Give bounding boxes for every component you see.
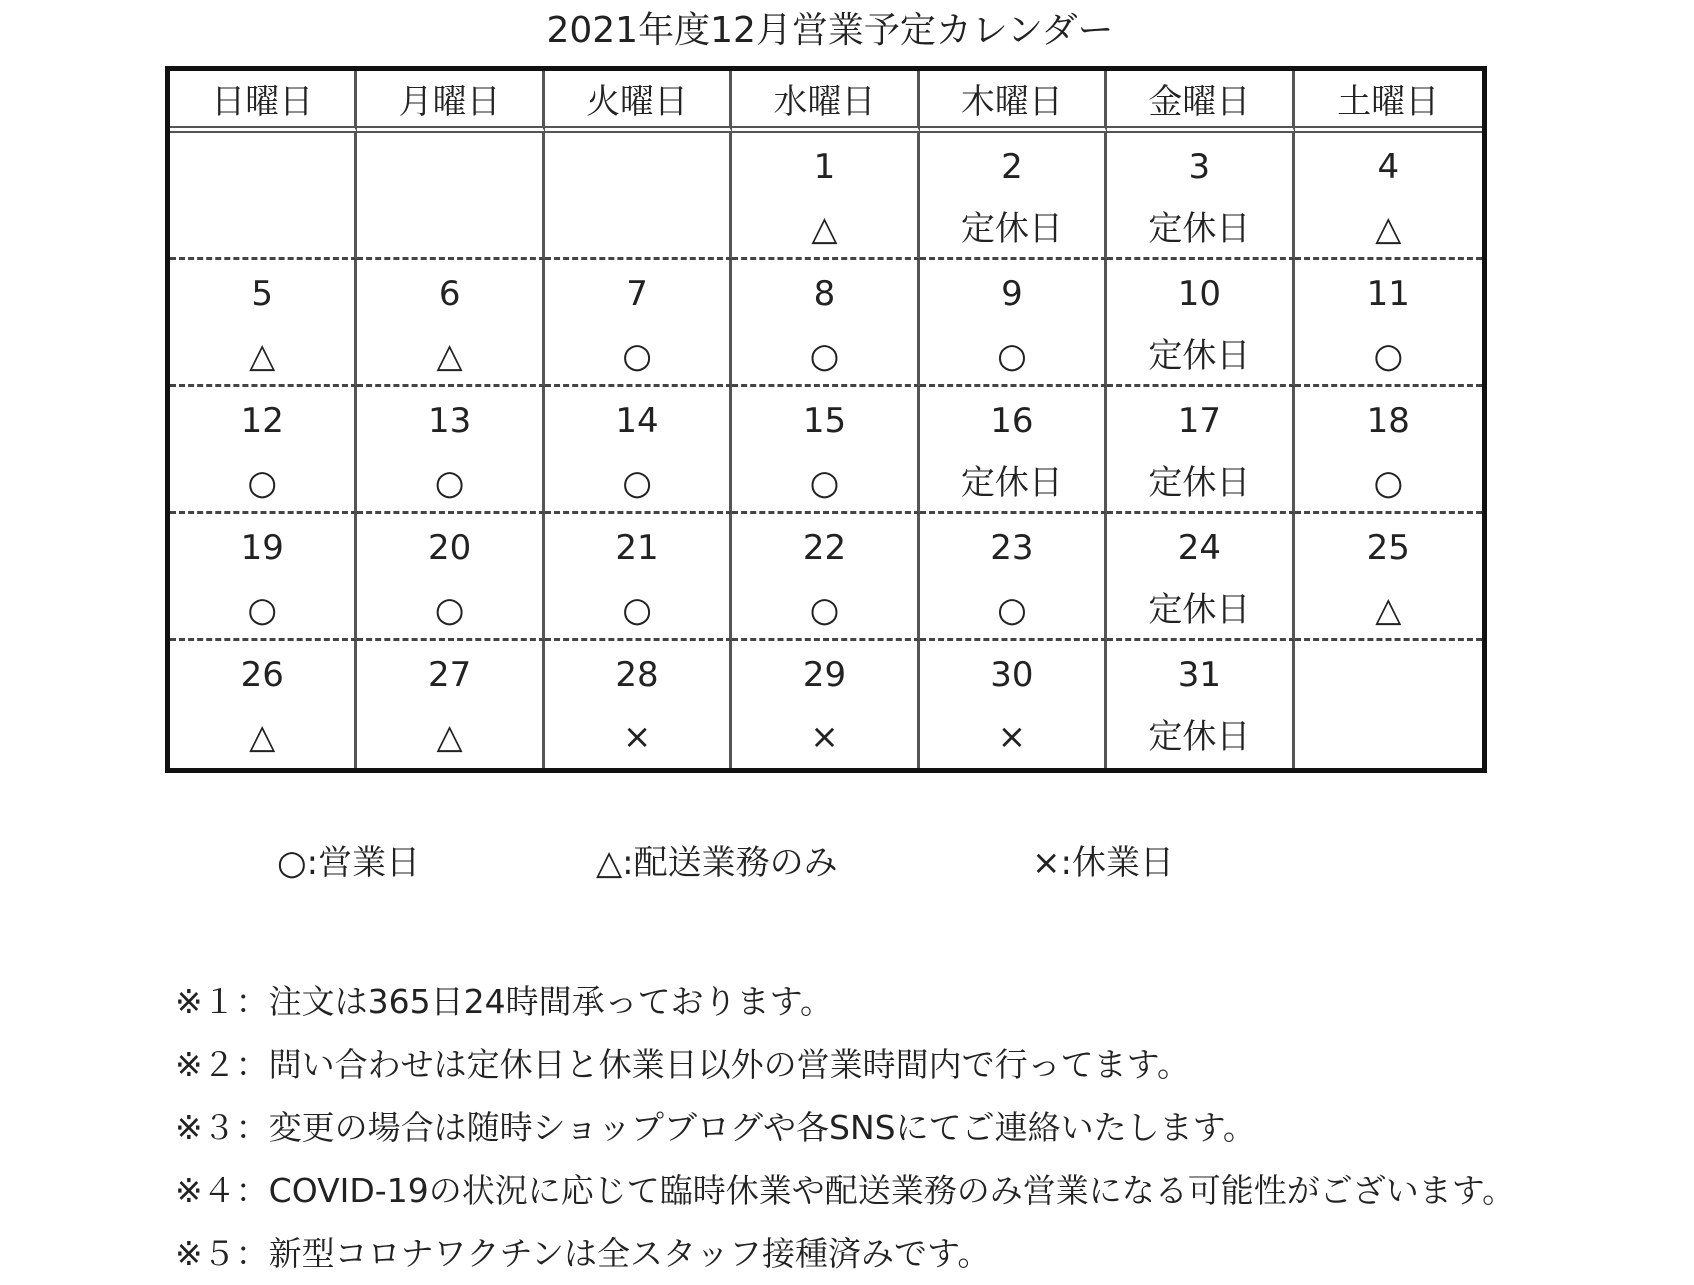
day-status: ○ (997, 590, 1027, 630)
day-status: 定休日 (1148, 717, 1251, 757)
day-status: ○ (997, 336, 1027, 376)
day-number: 26 (240, 655, 284, 695)
calendar-day-cell (1107, 260, 1294, 387)
day-status: △ (1375, 209, 1402, 249)
day-status: × (622, 717, 652, 757)
day-number: 11 (1366, 274, 1410, 314)
calendar-day-cell (357, 133, 544, 260)
weekday-header-monday: 月曜日 (357, 71, 544, 133)
calendar-day-cell (170, 133, 357, 260)
weekday-header-tuesday: 火曜日 (545, 71, 732, 133)
calendar-day-cell (732, 387, 919, 514)
day-status: ○ (622, 336, 652, 376)
day-status: ○ (434, 590, 465, 630)
day-number: 13 (428, 401, 472, 441)
calendar-day-cell (545, 133, 732, 260)
calendar-day-cell (1295, 641, 1482, 768)
calendar-day-cell (357, 514, 544, 641)
day-status: × (997, 717, 1027, 757)
day-number: 22 (802, 528, 847, 568)
day-status: ○ (1373, 463, 1404, 503)
note-4: ※４：COVID-19の状況に応じて臨時休業や配送業務のみ営業になる可能性がございます。 (175, 1171, 1516, 1210)
day-status: 定休日 (1148, 336, 1251, 376)
calendar-day-cell (1295, 514, 1482, 641)
day-number: 7 (626, 274, 648, 314)
calendar-day-cell (545, 260, 732, 387)
weekday-header-saturday: 土曜日 (1295, 71, 1482, 133)
calendar-day-cell (920, 133, 1107, 260)
day-status: × (810, 717, 839, 757)
day-number: 15 (802, 401, 847, 441)
calendar-day-cell (1107, 387, 1294, 514)
calendar-day-cell (1107, 641, 1294, 768)
calendar-day-cell (170, 260, 357, 387)
day-number: 6 (438, 274, 461, 314)
calendar-day-cell (920, 260, 1107, 387)
calendar-day-cell (1295, 133, 1482, 260)
day-status: ○ (622, 463, 652, 503)
calendar-day-cell (732, 514, 919, 641)
calendar-day-cell (1295, 387, 1482, 514)
day-number: 31 (1177, 655, 1221, 695)
day-number: 18 (1366, 401, 1410, 441)
day-number: 10 (1177, 274, 1221, 314)
day-status: ○ (809, 463, 840, 503)
day-status: 定休日 (960, 209, 1063, 249)
calendar-day-cell (357, 387, 544, 514)
day-status: ○ (622, 590, 652, 630)
calendar-day-cell (545, 641, 732, 768)
calendar-day-cell (1295, 260, 1482, 387)
day-status: ○ (434, 463, 465, 503)
legend-closed: ×:休業日 (1032, 843, 1174, 883)
day-status: ○ (1373, 336, 1404, 376)
day-status: ○ (809, 590, 840, 630)
day-status: △ (249, 336, 276, 376)
day-number: 4 (1377, 147, 1400, 187)
day-number: 3 (1188, 147, 1211, 187)
calendar-day-cell (357, 641, 544, 768)
calendar-day-cell (357, 260, 544, 387)
day-status: 定休日 (1148, 590, 1251, 630)
day-number: 8 (813, 274, 836, 314)
day-number: 29 (802, 655, 847, 695)
day-number: 17 (1177, 401, 1221, 441)
day-status: △ (436, 336, 463, 376)
day-status: △ (1375, 590, 1402, 630)
day-status: ○ (247, 463, 278, 503)
note-2: ※２：問い合わせは定休日と休業日以外の営業時間内で行ってます。 (175, 1045, 1191, 1084)
weekday-header-thursday: 木曜日 (920, 71, 1107, 133)
day-number: 20 (428, 528, 472, 568)
day-status: ○ (809, 336, 840, 376)
weekday-header-friday: 金曜日 (1107, 71, 1294, 133)
day-status: 定休日 (1148, 209, 1251, 249)
calendar-day-cell (545, 387, 732, 514)
calendar-day-cell (1107, 133, 1294, 260)
calendar-grid (170, 71, 1482, 768)
day-status: 定休日 (1148, 463, 1251, 503)
day-number: 1 (813, 147, 836, 187)
calendar-day-cell (1107, 514, 1294, 641)
day-status: ○ (247, 590, 278, 630)
day-number: 24 (1177, 528, 1221, 568)
calendar-day-cell (732, 641, 919, 768)
calendar-day-cell (732, 260, 919, 387)
calendar-day-cell (920, 387, 1107, 514)
calendar-day-cell (170, 641, 357, 768)
calendar-day-cell (732, 133, 919, 260)
note-3: ※３：変更の場合は随時ショップブログや各SNSにてご連絡いたします。 (175, 1108, 1256, 1147)
day-number: 12 (240, 401, 284, 441)
day-status: 定休日 (960, 463, 1063, 503)
day-number: 21 (615, 528, 659, 568)
day-number: 16 (990, 401, 1034, 441)
legend-shipping-only: △:配送業務のみ (596, 843, 838, 883)
day-status: △ (436, 717, 463, 757)
day-number: 14 (615, 401, 659, 441)
calendar-day-cell (170, 514, 357, 641)
calendar-day-cell (920, 641, 1107, 768)
calendar-day-cell (545, 514, 732, 641)
notes-list (175, 970, 1690, 1285)
day-number: 25 (1366, 528, 1410, 568)
note-5: ※５：新型コロナワクチンは全スタッフ接種済みです。 (175, 1234, 991, 1273)
day-number: 23 (990, 528, 1034, 568)
day-number: 9 (1001, 274, 1023, 314)
legend-open: ○:営業日 (277, 843, 421, 883)
weekday-header-wednesday: 水曜日 (732, 71, 919, 133)
day-status: △ (249, 717, 276, 757)
day-status: △ (811, 209, 838, 249)
calendar-day-cell (170, 387, 357, 514)
calendar-table (165, 66, 1487, 773)
calendar-day-cell (920, 514, 1107, 641)
day-number: 2 (1001, 147, 1023, 187)
day-number: 30 (990, 655, 1034, 695)
day-number: 28 (615, 655, 659, 695)
day-number: 27 (428, 655, 472, 695)
weekday-header-sunday: 日曜日 (170, 71, 357, 133)
day-number: 19 (240, 528, 284, 568)
page-title: 2021年度12月営業予定カレンダー (546, 10, 1114, 51)
note-1: ※１：注文は365日24時間承っております。 (175, 982, 833, 1021)
day-number: 5 (251, 274, 274, 314)
